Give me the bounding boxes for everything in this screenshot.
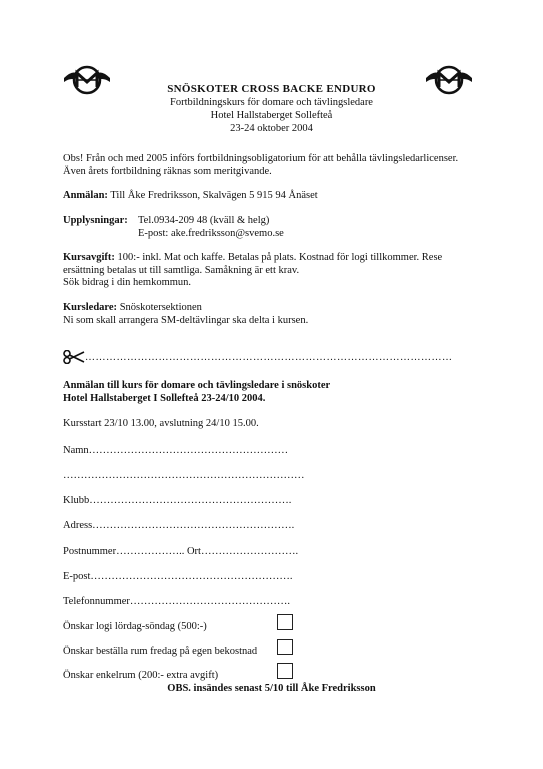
document-header [0, 83, 543, 135]
contact-phone: Tel.0934-209 48 (kväll & helg) [138, 215, 270, 226]
kursledare-paragraph [63, 302, 503, 327]
postal-city-field[interactable]: Postnummer……………….. Ort………………………. [63, 546, 299, 557]
option-fredag-checkbox[interactable] [277, 639, 293, 655]
submission-deadline: OBS. insändes senast 5/10 till Åke Fredriksson [167, 683, 376, 694]
notice-line-2: Även årets fortbildning räknas som meritgivande. [63, 165, 272, 177]
kursavgift-paragraph [63, 252, 503, 290]
cut-line: …………………………………………………………………………………………… [85, 352, 453, 363]
name-field[interactable]: Namn………………………………………………… [63, 445, 289, 456]
address-field[interactable]: Adress…………………………………………………. [63, 520, 295, 531]
option-fredag-label: Önskar beställa rum fredag på egen bekostnad [63, 646, 258, 657]
course-name: Fortbildningskurs för domare och tävlingsledare [170, 97, 373, 108]
kursavgift-label: Kursavgift: [63, 252, 115, 263]
anmalan-paragraph [63, 190, 503, 203]
kursavgift-line-1: 100:- inkl. Mat och kaffe. Betalas på plats. Kostnad för logi tillkommer. Rese [114, 252, 443, 263]
email-field[interactable]: E-post…………………………………………………. [63, 571, 293, 582]
anmalan-label: Anmälan: [63, 190, 108, 201]
upplysningar-paragraph [63, 215, 503, 239]
anmalan-text: Till Åke Fredriksson, Skalvägen 5 915 94 Ånäset [107, 190, 318, 201]
name-field-line-2[interactable]: …………………………………………………………… [63, 470, 305, 481]
kursledare-label: Kursledare: [63, 302, 118, 313]
venue: Hotel Hallstaberget Sollefteå [210, 110, 333, 121]
option-enkelrum-label: Önskar enkelrum (200:- extra avgift) [63, 670, 219, 681]
form-heading [63, 380, 503, 405]
form-heading-line-1: Anmälan till kurs för domare och tävlingsledare i snöskoter [63, 380, 331, 391]
club-field[interactable]: Klubb…………………………………………………. [63, 495, 292, 506]
contact-email: E-post: ake.fredriksson@svemo.se [138, 228, 284, 239]
notice-paragraph [63, 153, 503, 178]
notice-line-1: Obs! Från och med 2005 införs fortbildningsobligatorium för att behålla tävlingsledarlicenser. [63, 153, 459, 164]
kursledare-line-2: Ni som skall arrangera SM-deltävlingar ska delta i kursen. [63, 314, 309, 326]
phone-field[interactable]: Telefonnummer………………………………………. [63, 596, 291, 607]
kursledare-line-1: Snöskotersektionen [117, 302, 202, 313]
course-dates: 23-24 oktober 2004 [230, 123, 313, 134]
document-title: SNÖSKOTER CROSS BACKE ENDURO [167, 83, 376, 95]
option-logi-checkbox[interactable] [277, 614, 293, 630]
course-times: Kursstart 23/10 13.00, avslutning 24/10 15.00. [63, 418, 259, 429]
form-heading-line-2: Hotel Hallstaberget I Sollefteå 23-24/10 2004. [63, 392, 266, 404]
scissors-icon [63, 350, 85, 364]
kursavgift-line-3: Sök bidrag i din hemkommun. [63, 277, 192, 288]
option-logi-label: Önskar logi lördag-söndag (500:-) [63, 621, 207, 632]
option-enkelrum-checkbox[interactable] [277, 663, 293, 679]
kursavgift-line-2: ersättning betalas ut till samtliga. Samåkning är ett krav. [63, 264, 300, 276]
upplysningar-label: Upplysningar: [63, 215, 128, 226]
